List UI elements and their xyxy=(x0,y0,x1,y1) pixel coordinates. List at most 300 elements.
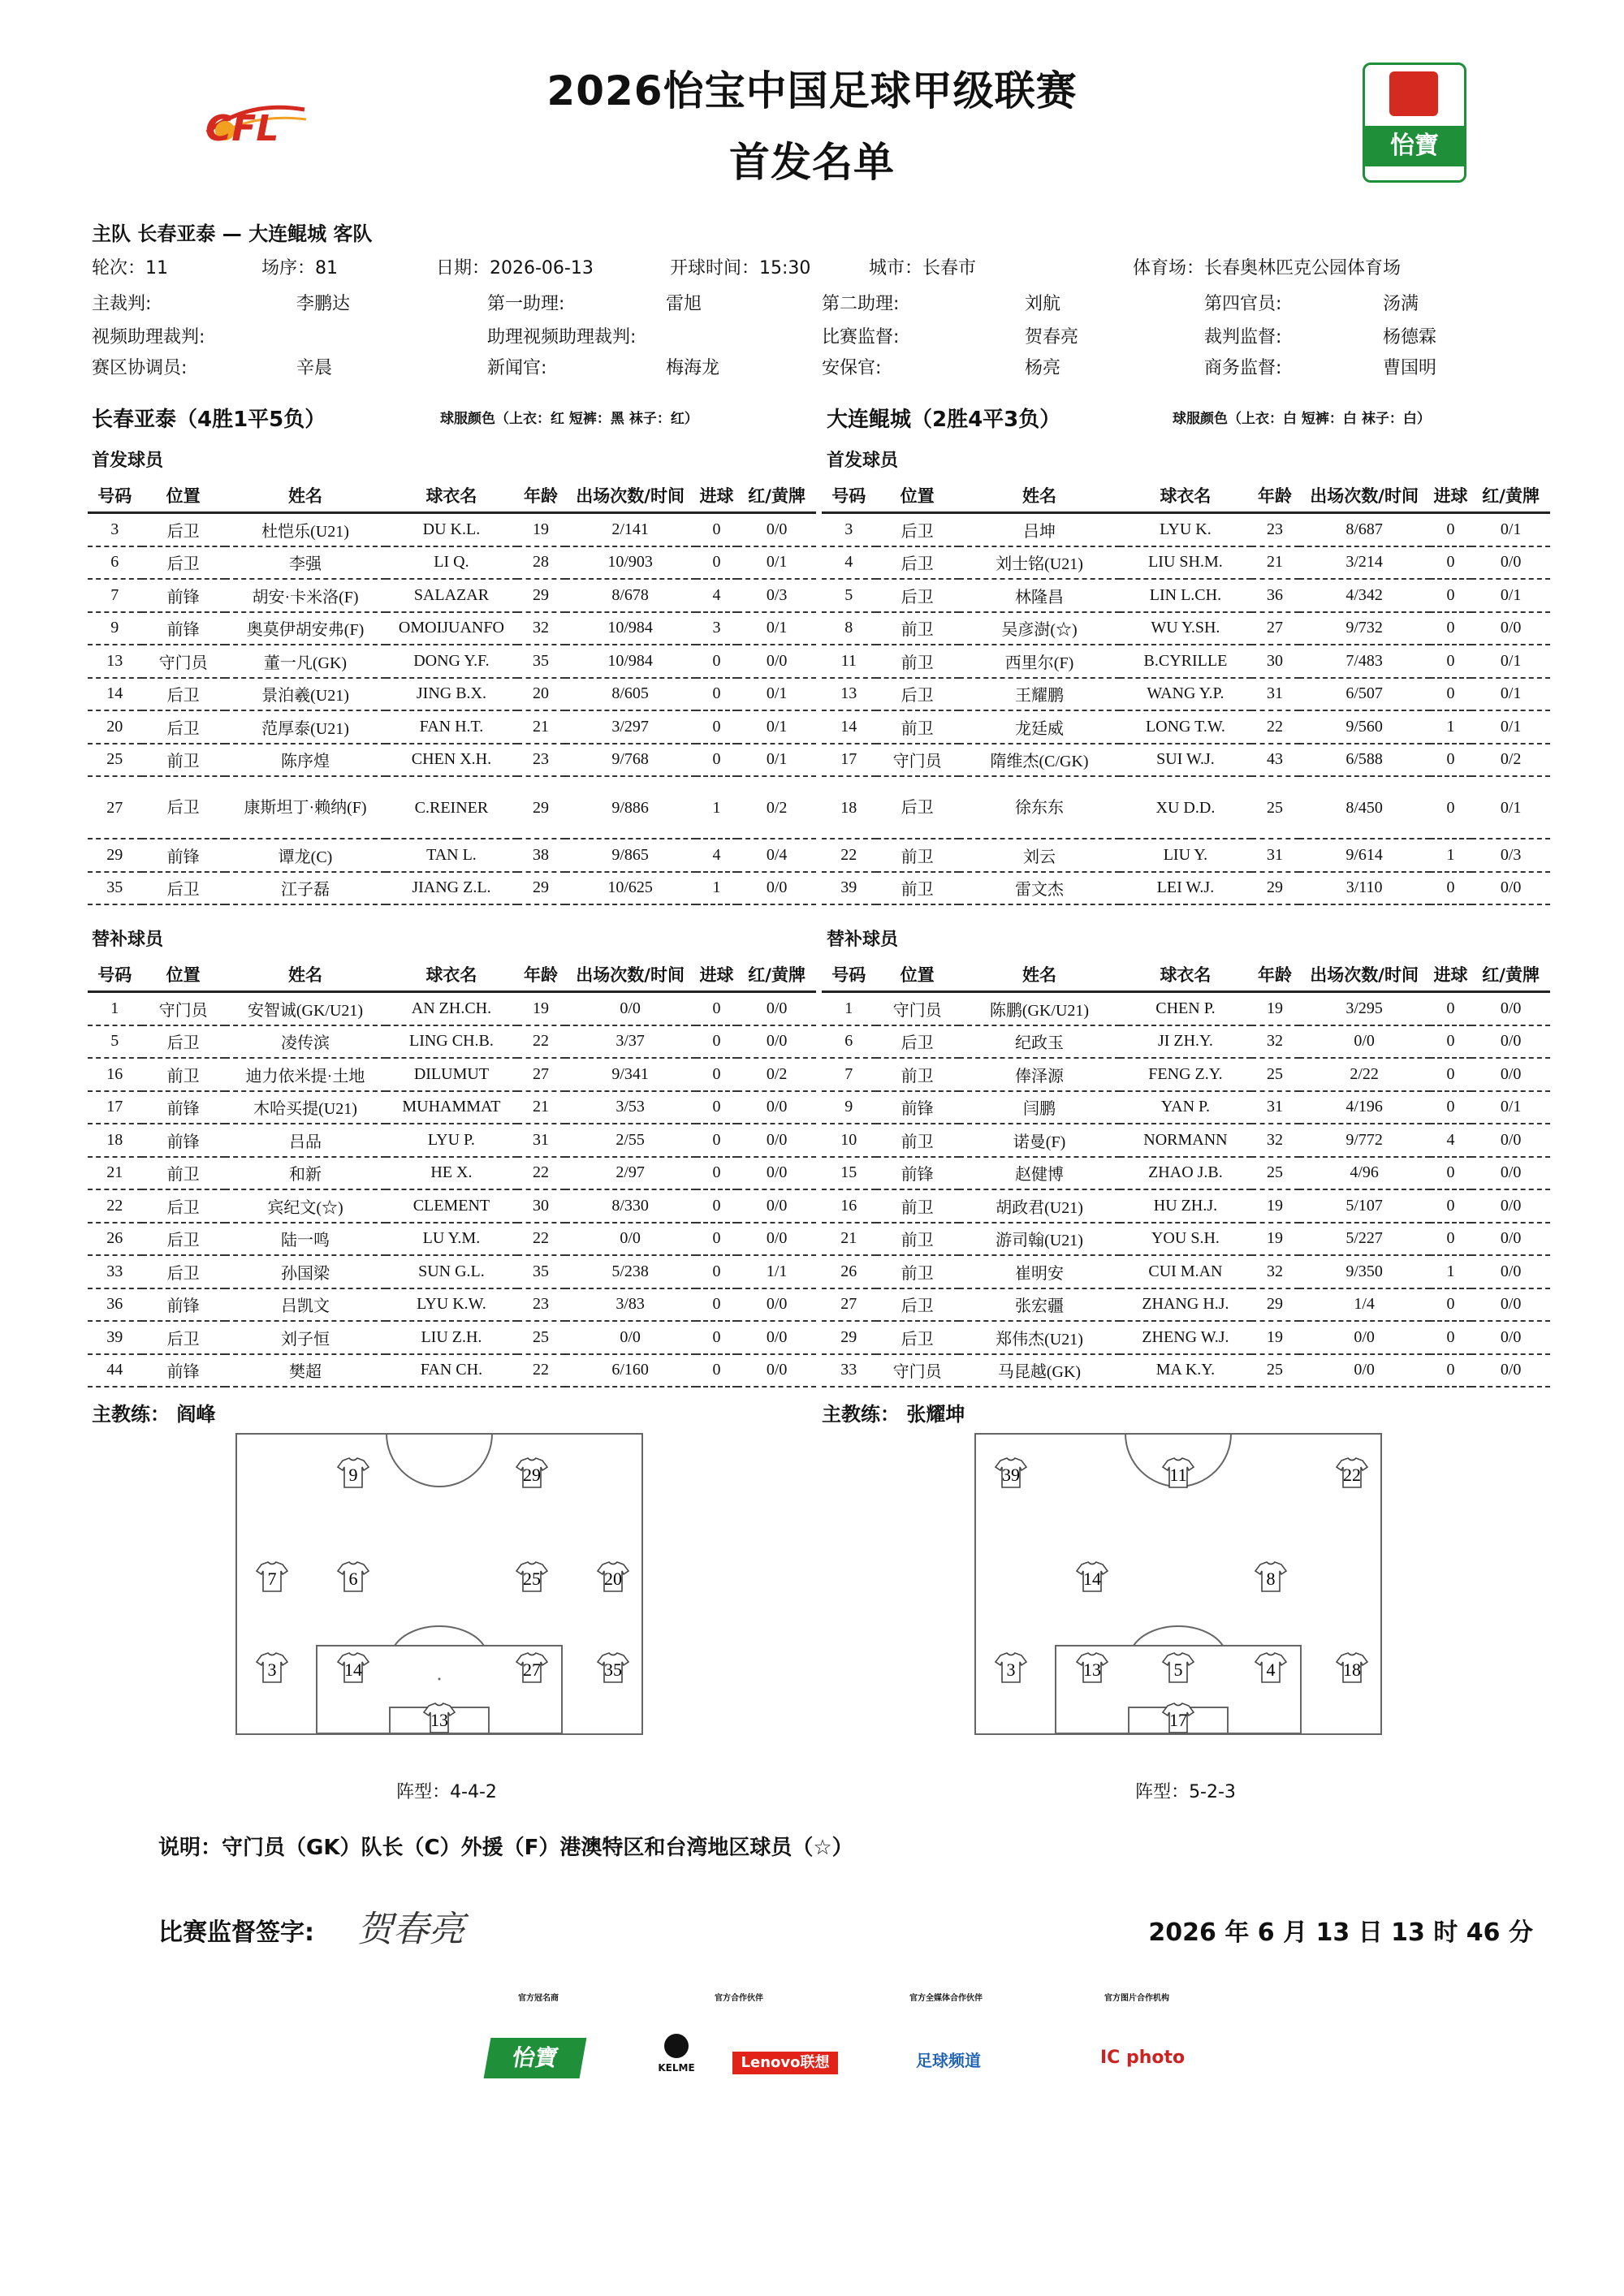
player-row xyxy=(88,1058,816,1091)
player-cell: 5/227 xyxy=(1299,1223,1430,1256)
player-cell: 0/0 xyxy=(737,1124,816,1157)
player-row xyxy=(822,872,1550,905)
player-cell: C.REINER xyxy=(386,776,516,839)
player-cell: 0 xyxy=(1430,992,1472,1025)
player-cell: LIU SH.M. xyxy=(1120,546,1250,580)
player-cell: 9/865 xyxy=(565,839,696,872)
player-cell: 0/1 xyxy=(1471,776,1550,839)
player-cell: 19 xyxy=(517,992,565,1025)
player-cell: 0/0 xyxy=(737,1157,816,1190)
player-cell: XU D.D. xyxy=(1120,776,1250,839)
home-kit-colors: 球服颜色（上衣：红 短裤：黑 袜子：红） xyxy=(440,411,698,427)
shirt-number: 3 xyxy=(267,1659,277,1680)
shirt-number: 11 xyxy=(1169,1465,1187,1485)
player-cell: 前锋 xyxy=(142,1288,225,1322)
player-cell: 4 xyxy=(822,546,876,580)
player-cell: 0/0 xyxy=(1471,872,1550,905)
official-label: 安保官: xyxy=(822,358,882,378)
player-cell: 纪政玉 xyxy=(959,1025,1121,1059)
player-cell: 7/483 xyxy=(1299,645,1430,678)
player-row xyxy=(822,1058,1550,1091)
player-cell: 0 xyxy=(696,678,738,711)
player-cell: DONG Y.F. xyxy=(386,645,516,678)
column-header: 姓名 xyxy=(225,958,387,992)
player-cell: 0 xyxy=(696,1354,738,1388)
shirt-number: 13 xyxy=(1083,1659,1101,1680)
player-cell: LYU P. xyxy=(386,1124,516,1157)
player-cell: 后卫 xyxy=(876,579,959,612)
sponsor-lenovo-logo: Lenovo联想 xyxy=(732,2052,838,2074)
player-cell: 3 xyxy=(822,513,876,546)
player-cell: FENG Z.Y. xyxy=(1120,1058,1250,1091)
player-row xyxy=(88,546,816,580)
player-cell: 0 xyxy=(1430,1223,1472,1256)
player-cell: 林隆昌 xyxy=(959,579,1121,612)
player-cell: 后卫 xyxy=(142,1189,225,1223)
shirt-number: 14 xyxy=(344,1659,362,1680)
player-cell: 21 xyxy=(517,710,565,744)
player-cell: 吕坤 xyxy=(959,513,1121,546)
player-row xyxy=(88,744,816,777)
player-cell: 7 xyxy=(822,1058,876,1091)
player-cell: 0/0 xyxy=(737,992,816,1025)
column-header: 年龄 xyxy=(517,958,565,992)
player-row xyxy=(88,1091,816,1124)
shirt-number: 17 xyxy=(1169,1710,1187,1730)
player-cell: 6/588 xyxy=(1299,744,1430,777)
official-value: 贺春亮 xyxy=(1025,327,1079,347)
player-cell: 0/0 xyxy=(1471,992,1550,1025)
official-value: 曹国明 xyxy=(1383,358,1437,378)
player-cell: CHEN P. xyxy=(1120,992,1250,1025)
player-cell: 俸泽源 xyxy=(959,1058,1121,1091)
column-header: 红/黄牌 xyxy=(1471,958,1550,992)
match-number: 场序：81 xyxy=(261,258,338,278)
player-cell: 0/0 xyxy=(737,645,816,678)
player-cell: 0/4 xyxy=(737,839,816,872)
official-value: 汤满 xyxy=(1383,294,1419,314)
shirt-number: 9 xyxy=(348,1465,358,1485)
player-cell: 3/110 xyxy=(1299,872,1430,905)
player-cell: 前卫 xyxy=(876,645,959,678)
away-formation-pitch xyxy=(974,1433,1382,1735)
player-row xyxy=(88,1223,816,1256)
player-cell: 宾纪文(☆) xyxy=(225,1189,387,1223)
column-header: 红/黄牌 xyxy=(1471,479,1550,513)
player-cell: 9 xyxy=(822,1091,876,1124)
player-cell: 0/0 xyxy=(565,1223,696,1256)
player-cell: FAN CH. xyxy=(386,1354,516,1388)
player-cell: B.CYRILLE xyxy=(1120,645,1250,678)
player-cell: 8/605 xyxy=(565,678,696,711)
player-cell: 9/886 xyxy=(565,776,696,839)
player-cell: 21 xyxy=(517,1091,565,1124)
official-label: 主裁判: xyxy=(92,294,152,314)
player-cell: LI Q. xyxy=(386,546,516,580)
player-cell: 0 xyxy=(696,513,738,546)
player-cell: 0/1 xyxy=(1471,1091,1550,1124)
player-cell: 后卫 xyxy=(142,1321,225,1354)
player-cell: WANG Y.P. xyxy=(1120,678,1250,711)
player-cell: 0 xyxy=(696,546,738,580)
home-subs-label: 替补球员 xyxy=(92,930,164,950)
player-row xyxy=(88,710,816,744)
player-cell: 0 xyxy=(696,1091,738,1124)
player-cell: 0/1 xyxy=(1471,513,1550,546)
sponsor-football-channel-logo: 足球频道 xyxy=(916,2051,981,2070)
shirt-number: 5 xyxy=(1173,1659,1183,1680)
player-row xyxy=(88,839,816,872)
player-cell: 闫鹏 xyxy=(959,1091,1121,1124)
player-cell: 9/341 xyxy=(565,1058,696,1091)
player-cell: 22 xyxy=(517,1025,565,1059)
sponsor-label: 官方全媒体合作伙伴 xyxy=(909,1994,983,2003)
player-cell: 26 xyxy=(88,1223,142,1256)
player-cell: 27 xyxy=(517,1058,565,1091)
player-cell: ZHAO J.B. xyxy=(1120,1157,1250,1190)
player-cell: 后卫 xyxy=(142,513,225,546)
player-cell: 董一凡(GK) xyxy=(225,645,387,678)
player-cell: 后卫 xyxy=(876,1321,959,1354)
player-cell: 后卫 xyxy=(142,776,225,839)
column-header: 位置 xyxy=(876,479,959,513)
away-kit-colors: 球服颜色（上衣：白 短裤：白 袜子：白） xyxy=(1173,411,1431,427)
player-cell: 25 xyxy=(1251,1058,1299,1091)
official-value: 辛晨 xyxy=(296,358,333,378)
player-row xyxy=(822,1288,1550,1322)
player-cell: 25 xyxy=(1251,1157,1299,1190)
player-cell: 后卫 xyxy=(142,872,225,905)
official-value: 梅海龙 xyxy=(666,358,720,378)
player-cell: 22 xyxy=(822,839,876,872)
player-cell: 27 xyxy=(88,776,142,839)
player-cell: 后卫 xyxy=(142,546,225,580)
player-cell: 0 xyxy=(696,1025,738,1059)
sponsor-label: 官方合作伙伴 xyxy=(715,1994,763,2003)
player-cell: 奥莫伊胡安弗(F) xyxy=(225,612,387,645)
player-cell: 6 xyxy=(88,546,142,580)
player-cell: 0 xyxy=(696,1058,738,1091)
player-cell: JI ZH.Y. xyxy=(1120,1025,1250,1059)
player-cell: AN ZH.CH. xyxy=(386,992,516,1025)
player-cell: 前卫 xyxy=(876,1223,959,1256)
player-cell: 18 xyxy=(88,1124,142,1157)
player-cell: 0/0 xyxy=(1299,1025,1430,1059)
player-cell: ZHANG H.J. xyxy=(1120,1288,1250,1322)
player-cell: 0/1 xyxy=(1471,579,1550,612)
player-cell: 迪力依米提·土地 xyxy=(225,1058,387,1091)
player-row xyxy=(88,1189,816,1223)
home-subs-table xyxy=(88,958,816,1388)
player-row xyxy=(822,579,1550,612)
player-cell: 0 xyxy=(696,1321,738,1354)
player-cell: 8/687 xyxy=(1299,513,1430,546)
player-cell: 25 xyxy=(1251,776,1299,839)
yibao-logo: 怡寶 xyxy=(1363,63,1466,183)
player-cell: CHEN X.H. xyxy=(386,744,516,777)
player-cell: 0/0 xyxy=(1471,546,1550,580)
player-cell: 14 xyxy=(88,678,142,711)
column-header: 球衣名 xyxy=(1120,479,1250,513)
home-coach: 主教练： 阎峰 xyxy=(92,1403,216,1426)
player-cell: 前卫 xyxy=(876,1124,959,1157)
player-cell: 1 xyxy=(696,872,738,905)
column-header: 姓名 xyxy=(959,479,1121,513)
player-cell: 19 xyxy=(517,513,565,546)
player-cell: 胡政君(U21) xyxy=(959,1189,1121,1223)
player-cell: LU Y.M. xyxy=(386,1223,516,1256)
official-label: 第四官员: xyxy=(1204,294,1282,314)
player-cell: 后卫 xyxy=(142,678,225,711)
official-value: 刘航 xyxy=(1025,294,1061,314)
player-cell: 0 xyxy=(1430,612,1472,645)
player-cell: 21 xyxy=(1251,546,1299,580)
player-cell: 0/0 xyxy=(737,513,816,546)
player-cell: 0 xyxy=(1430,776,1472,839)
player-cell: 0 xyxy=(1430,645,1472,678)
player-cell: 0/0 xyxy=(1471,1189,1550,1223)
player-row xyxy=(88,678,816,711)
player-cell: 0/2 xyxy=(1471,744,1550,777)
shirt-number: 18 xyxy=(1343,1659,1361,1680)
player-cell: 0 xyxy=(696,1189,738,1223)
player-row xyxy=(822,678,1550,711)
official-value: 李鹏达 xyxy=(296,294,351,314)
player-cell: 2/22 xyxy=(1299,1058,1430,1091)
player-cell: 0/1 xyxy=(737,678,816,711)
player-cell: 前锋 xyxy=(142,612,225,645)
player-cell: 后卫 xyxy=(142,1025,225,1059)
player-row xyxy=(88,1124,816,1157)
shirt-number: 25 xyxy=(523,1569,541,1589)
player-cell: 马昆越(GK) xyxy=(959,1354,1121,1388)
player-cell: 21 xyxy=(88,1157,142,1190)
player-row xyxy=(88,1157,816,1190)
player-cell: 38 xyxy=(517,839,565,872)
player-row xyxy=(88,872,816,905)
player-cell: 33 xyxy=(88,1255,142,1288)
player-cell: 22 xyxy=(517,1223,565,1256)
player-cell: 0/0 xyxy=(1471,1321,1550,1354)
player-cell: 雷文杰 xyxy=(959,872,1121,905)
player-cell: 前卫 xyxy=(876,1189,959,1223)
column-header: 位置 xyxy=(142,479,225,513)
player-cell: 32 xyxy=(1251,1025,1299,1059)
player-cell: LING CH.B. xyxy=(386,1025,516,1059)
player-cell: 22 xyxy=(88,1189,142,1223)
player-cell: 0 xyxy=(1430,1189,1472,1223)
player-cell: 0 xyxy=(696,1124,738,1157)
player-row xyxy=(822,612,1550,645)
player-cell: 0/1 xyxy=(737,612,816,645)
player-cell: 前卫 xyxy=(876,1255,959,1288)
player-cell: 4 xyxy=(1430,1124,1472,1157)
player-cell: 0/0 xyxy=(1299,1321,1430,1354)
player-cell: 隋维杰(C/GK) xyxy=(959,744,1121,777)
player-cell: 9/768 xyxy=(565,744,696,777)
column-header: 红/黄牌 xyxy=(737,479,816,513)
shirt-number: 35 xyxy=(604,1659,622,1680)
player-cell: 范厚泰(U21) xyxy=(225,710,387,744)
player-cell: 9 xyxy=(88,612,142,645)
kickoff-time: 开球时间：15:30 xyxy=(670,258,811,278)
player-row xyxy=(822,1189,1550,1223)
player-cell: 0 xyxy=(696,710,738,744)
player-row xyxy=(822,1157,1550,1190)
player-cell: 16 xyxy=(822,1189,876,1223)
player-cell: CUI M.AN xyxy=(1120,1255,1250,1288)
player-cell: 3 xyxy=(88,513,142,546)
shirt-number: 6 xyxy=(348,1569,358,1589)
player-cell: WU Y.SH. xyxy=(1120,612,1250,645)
player-cell: 后卫 xyxy=(876,776,959,839)
player-cell: CLEMENT xyxy=(386,1189,516,1223)
player-cell: ZHENG W.J. xyxy=(1120,1321,1250,1354)
player-cell: 21 xyxy=(822,1223,876,1256)
player-cell: 8/678 xyxy=(565,579,696,612)
player-cell: 8/330 xyxy=(565,1189,696,1223)
player-cell: 10 xyxy=(822,1124,876,1157)
column-header: 进球 xyxy=(1430,958,1472,992)
player-cell: 5 xyxy=(822,579,876,612)
player-cell: 0/2 xyxy=(737,1058,816,1091)
player-cell: 郑伟杰(U21) xyxy=(959,1321,1121,1354)
player-cell: SALAZAR xyxy=(386,579,516,612)
sponsor-kelme-logo: KELME xyxy=(658,2062,695,2074)
player-row xyxy=(88,579,816,612)
player-cell: 31 xyxy=(1251,1091,1299,1124)
player-row xyxy=(822,645,1550,678)
player-cell: 0/1 xyxy=(737,710,816,744)
player-cell: 守门员 xyxy=(876,992,959,1025)
official-label: 视频助理裁判: xyxy=(92,327,205,347)
player-cell: 0/1 xyxy=(1471,678,1550,711)
player-cell: 0 xyxy=(1430,872,1472,905)
player-cell: 13 xyxy=(822,678,876,711)
official-label: 裁判监督: xyxy=(1204,327,1282,347)
player-cell: SUI W.J. xyxy=(1120,744,1250,777)
column-header: 进球 xyxy=(696,479,738,513)
player-cell: 0/0 xyxy=(737,1223,816,1256)
player-cell: 前锋 xyxy=(142,1354,225,1388)
column-header: 球衣名 xyxy=(1120,958,1250,992)
player-cell: 0/1 xyxy=(737,546,816,580)
player-cell: 1 xyxy=(1430,1255,1472,1288)
page-subtitle: 首发名单 xyxy=(729,139,895,186)
player-cell: DU K.L. xyxy=(386,513,516,546)
player-cell: 西里尔(F) xyxy=(959,645,1121,678)
player-cell: 0/1 xyxy=(1471,645,1550,678)
player-cell: 前卫 xyxy=(876,839,959,872)
player-cell: 15 xyxy=(822,1157,876,1190)
player-cell: HU ZH.J. xyxy=(1120,1189,1250,1223)
column-header: 号码 xyxy=(822,958,876,992)
official-label: 助理视频助理裁判: xyxy=(487,327,637,347)
player-cell: 10/984 xyxy=(565,645,696,678)
player-cell: 9/732 xyxy=(1299,612,1430,645)
player-cell: 徐东东 xyxy=(959,776,1121,839)
player-cell: 0/1 xyxy=(1471,710,1550,744)
player-row xyxy=(88,513,816,546)
player-cell: 3/83 xyxy=(565,1288,696,1322)
player-cell: 景泊羲(U21) xyxy=(225,678,387,711)
player-cell: 16 xyxy=(88,1058,142,1091)
player-row xyxy=(822,710,1550,744)
player-cell: 前卫 xyxy=(876,612,959,645)
player-cell: 14 xyxy=(822,710,876,744)
player-cell: 7 xyxy=(88,579,142,612)
player-cell: 0/0 xyxy=(1471,1223,1550,1256)
shirt-number: 27 xyxy=(523,1659,541,1680)
player-cell: 0/0 xyxy=(737,1321,816,1354)
official-label: 商务监督: xyxy=(1204,358,1282,378)
player-cell: 3/37 xyxy=(565,1025,696,1059)
player-cell: MUHAMMAT xyxy=(386,1091,516,1124)
player-cell: 崔明安 xyxy=(959,1255,1121,1288)
player-cell: TAN L. xyxy=(386,839,516,872)
column-header: 号码 xyxy=(88,479,142,513)
player-cell: 26 xyxy=(822,1255,876,1288)
official-value: 雷旭 xyxy=(666,294,702,314)
player-row xyxy=(88,1288,816,1322)
player-cell: 0 xyxy=(1430,1288,1472,1322)
player-cell: 1/1 xyxy=(737,1255,816,1288)
shirt-number: 22 xyxy=(1343,1465,1361,1485)
player-cell: 9/614 xyxy=(1299,839,1430,872)
player-cell: 22 xyxy=(1251,710,1299,744)
player-cell: NORMANN xyxy=(1120,1124,1250,1157)
official-label: 赛区协调员: xyxy=(92,358,188,378)
player-cell: 22 xyxy=(517,1157,565,1190)
away-team-record: 大连鲲城（2胜4平3负） xyxy=(827,408,1061,432)
player-cell: 10/625 xyxy=(565,872,696,905)
player-cell: 5 xyxy=(88,1025,142,1059)
player-cell: OMOIJUANFO xyxy=(386,612,516,645)
player-cell: 0/0 xyxy=(737,1288,816,1322)
player-cell: 0/0 xyxy=(737,1025,816,1059)
shirt-number: 4 xyxy=(1266,1659,1276,1680)
player-cell: 后卫 xyxy=(876,546,959,580)
home-team-record: 长春亚泰（4胜1平5负） xyxy=(92,408,326,432)
player-cell: 0 xyxy=(1430,546,1472,580)
official-label: 第二助理: xyxy=(822,294,900,314)
kelme-paw-icon xyxy=(664,2034,689,2058)
player-cell: 0 xyxy=(1430,513,1472,546)
column-header: 姓名 xyxy=(959,958,1121,992)
player-row xyxy=(88,645,816,678)
player-cell: 43 xyxy=(1251,744,1299,777)
player-cell: 前卫 xyxy=(142,744,225,777)
player-cell: 11 xyxy=(822,645,876,678)
player-cell: 前卫 xyxy=(142,1058,225,1091)
player-cell: 0 xyxy=(696,1223,738,1256)
player-cell: 0/2 xyxy=(737,776,816,839)
player-cell: 守门员 xyxy=(142,992,225,1025)
player-row xyxy=(822,744,1550,777)
player-cell: 0 xyxy=(696,645,738,678)
page-title: 2026怡宝中国足球甲级联赛 xyxy=(546,67,1078,114)
player-cell: 后卫 xyxy=(876,1288,959,1322)
player-cell: 23 xyxy=(1251,513,1299,546)
player-cell: 前锋 xyxy=(142,1091,225,1124)
player-cell: 0 xyxy=(696,992,738,1025)
player-cell: 陈序煌 xyxy=(225,744,387,777)
sponsor-yibao-logo: 怡寶 xyxy=(484,2038,587,2078)
player-cell: 前锋 xyxy=(142,1124,225,1157)
player-cell: 23 xyxy=(517,1288,565,1322)
player-cell: 17 xyxy=(822,744,876,777)
player-cell: 9/772 xyxy=(1299,1124,1430,1157)
